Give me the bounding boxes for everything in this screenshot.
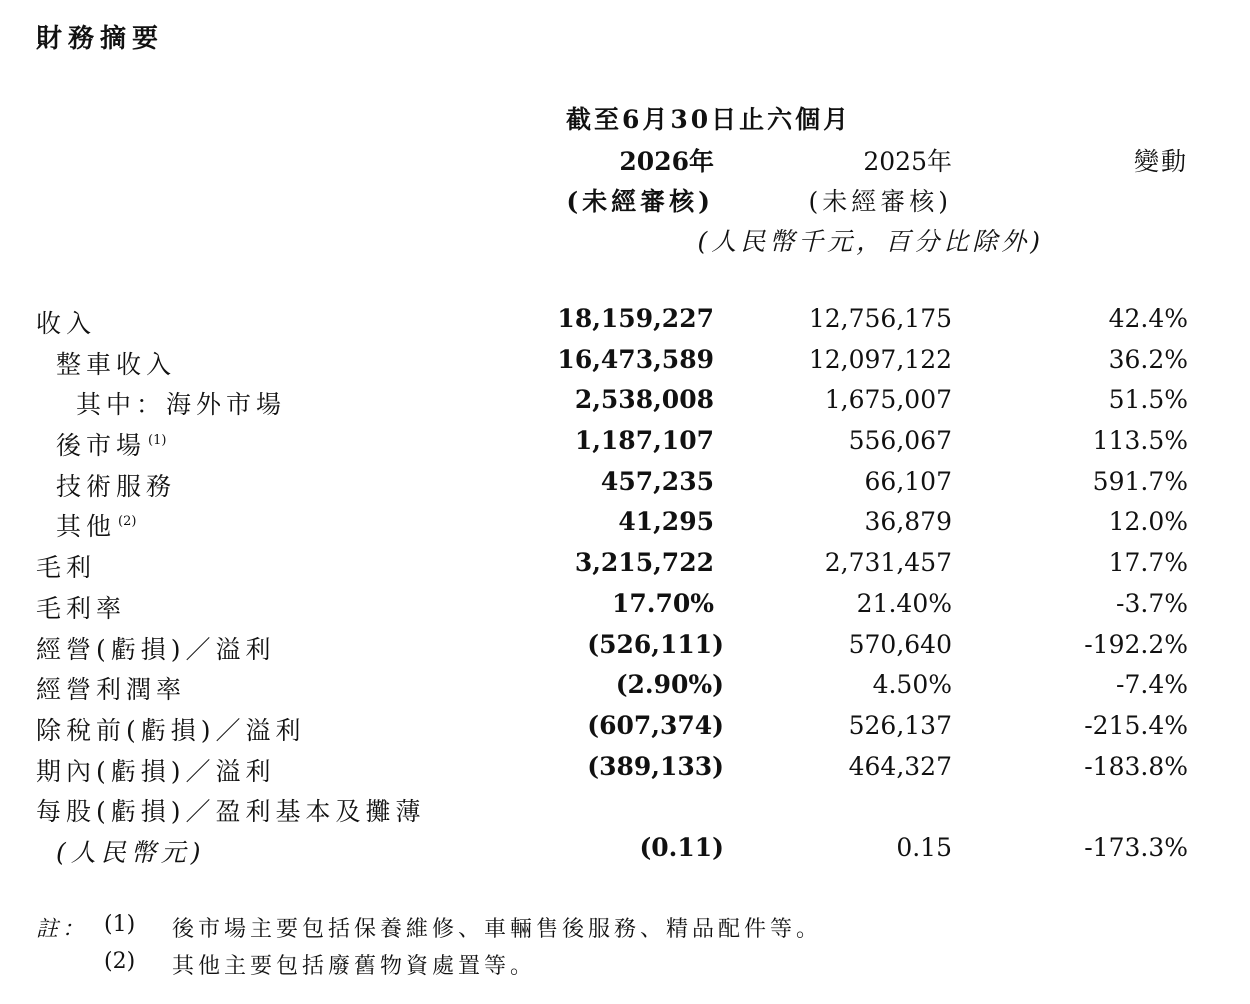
value-2026: (607,374) bbox=[587, 710, 724, 740]
value-2026: 41,295 bbox=[618, 507, 714, 537]
financial-table bbox=[0, 304, 1250, 874]
value-2025: 556,067 bbox=[848, 426, 952, 456]
row-label: 毛利率 bbox=[36, 593, 127, 623]
value-2026: 16,473,589 bbox=[557, 344, 714, 374]
value-change: -192.2% bbox=[1084, 629, 1188, 659]
value-2025: 526,137 bbox=[848, 710, 952, 740]
value-2026: 1,187,107 bbox=[574, 426, 714, 456]
table-row bbox=[0, 467, 1250, 508]
col-2025-audit: (未經審核) bbox=[808, 187, 952, 216]
value-change: 12.0% bbox=[1108, 507, 1188, 537]
row-label: 收入 bbox=[36, 309, 97, 338]
unit-note: (人民幣千元，百分比除外) bbox=[697, 227, 1044, 256]
row-label: 期內(虧損)／溢利 bbox=[36, 756, 276, 786]
footnote-text: 其他主要包括廢舊物資處置等。 bbox=[172, 954, 537, 979]
value-change: 36.2% bbox=[1108, 344, 1188, 374]
value-2025: 464,327 bbox=[848, 751, 952, 781]
footnote-number: (1) bbox=[104, 912, 136, 937]
row-label-wrap bbox=[56, 426, 166, 462]
row-label: 毛利 bbox=[36, 553, 97, 583]
page-title: 財務摘要 bbox=[36, 24, 165, 54]
value-2025: 21.40% bbox=[856, 588, 952, 618]
value-change: -215.4% bbox=[1084, 710, 1188, 740]
table-row bbox=[0, 304, 1250, 345]
row-label: 其他 bbox=[56, 512, 117, 542]
period-header: 截至6月30日止六個月 bbox=[566, 105, 852, 134]
value-change: 51.5% bbox=[1108, 385, 1188, 415]
col-2026-year: 2026年 bbox=[619, 147, 714, 176]
table-row bbox=[0, 630, 1250, 671]
value-change: 113.5% bbox=[1092, 426, 1188, 456]
value-change: 42.4% bbox=[1108, 304, 1188, 333]
table-row bbox=[0, 426, 1250, 467]
table-row bbox=[0, 752, 1250, 793]
value-2026: (389,133) bbox=[587, 751, 724, 781]
footnote-ref: (2) bbox=[118, 514, 137, 530]
table-row bbox=[0, 589, 1250, 630]
value-change: 591.7% bbox=[1092, 466, 1188, 496]
row-label: 其中：海外市場 bbox=[76, 390, 287, 420]
value-2026: 2,538,008 bbox=[574, 385, 714, 415]
table-row bbox=[0, 711, 1250, 752]
table-row bbox=[0, 548, 1250, 589]
row-label: 技術服務 bbox=[56, 471, 177, 501]
value-2025: 36,879 bbox=[864, 507, 952, 537]
value-2026: 18,159,227 bbox=[557, 304, 714, 333]
value-2025: 4.50% bbox=[872, 670, 952, 700]
value-change: -3.7% bbox=[1116, 588, 1188, 618]
value-2026: 3,215,722 bbox=[574, 548, 714, 578]
value-2025: 66,107 bbox=[864, 466, 952, 496]
value-change: -183.8% bbox=[1084, 751, 1188, 781]
value-2025: 570,640 bbox=[848, 629, 952, 659]
value-change: 17.7% bbox=[1108, 548, 1188, 578]
table-row bbox=[0, 833, 1250, 874]
footnote-ref: (1) bbox=[148, 433, 167, 449]
table-row bbox=[0, 507, 1250, 548]
footnote-number: (2) bbox=[104, 949, 136, 974]
value-2026: (2.90%) bbox=[615, 670, 724, 700]
value-2026: (526,111) bbox=[587, 629, 724, 659]
value-2026: 457,235 bbox=[600, 466, 714, 496]
row-label: (人民幣元) bbox=[56, 837, 206, 867]
table-row bbox=[0, 670, 1250, 711]
col-2026-audit: (未經審核) bbox=[566, 187, 714, 216]
value-change: -173.3% bbox=[1084, 832, 1188, 862]
value-2026: (0.11) bbox=[639, 832, 724, 862]
row-label: 經營利潤率 bbox=[36, 675, 187, 705]
value-2025: 12,097,122 bbox=[808, 344, 952, 374]
value-2025: 12,756,175 bbox=[808, 304, 952, 333]
row-label: 除稅前(虧損)／溢利 bbox=[36, 715, 306, 745]
row-label: 每股(虧損)／盈利基本及攤薄 bbox=[36, 797, 426, 827]
row-label: 後市場 bbox=[56, 431, 147, 461]
col-change-header: 變動 bbox=[1133, 147, 1188, 176]
table-row bbox=[0, 385, 1250, 426]
row-label-wrap bbox=[56, 507, 136, 543]
value-2025: 2,731,457 bbox=[824, 548, 952, 578]
value-2025: 1,675,007 bbox=[824, 385, 952, 415]
footnote-text: 後市場主要包括保養維修、車輛售後服務、精品配件等。 bbox=[172, 917, 823, 942]
value-2025: 0.15 bbox=[896, 832, 952, 862]
row-label: 整車收入 bbox=[56, 349, 177, 379]
value-change: -7.4% bbox=[1116, 670, 1188, 700]
table-row bbox=[0, 345, 1250, 386]
table-row bbox=[0, 792, 1250, 833]
row-label: 經營(虧損)／溢利 bbox=[36, 634, 276, 664]
footnote-prefix: 註： bbox=[36, 917, 89, 942]
col-2025-year: 2025年 bbox=[863, 147, 952, 176]
value-2026: 17.70% bbox=[611, 588, 714, 618]
